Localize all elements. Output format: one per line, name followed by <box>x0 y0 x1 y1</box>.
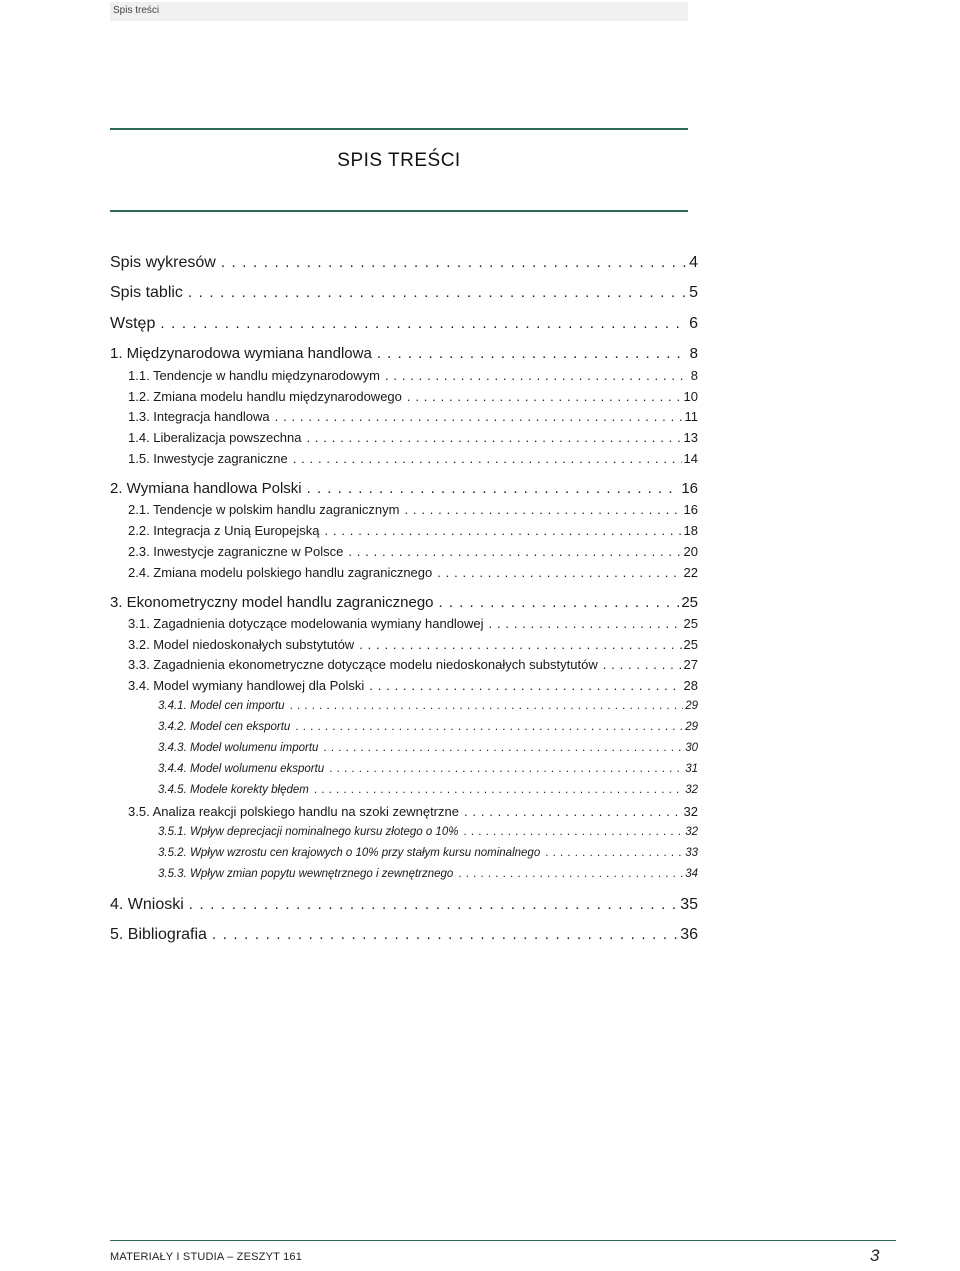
toc-entry-page: 27 <box>683 657 698 672</box>
toc-entry-page: 25 <box>683 637 698 652</box>
toc-entry-page: 29 <box>685 721 698 733</box>
toc-entry-page: 8 <box>690 368 698 383</box>
toc-entry-label: 3.4.5. Modele korekty błędem <box>158 784 309 796</box>
toc-entry-label: 3.4.4. Model wolumenu eksportu <box>158 763 325 775</box>
dot-leader <box>369 678 681 693</box>
toc-entry-label: 3.3. Zagadnienia ekonometryczne dotyczące modelu niedoskonałych substytutów <box>128 657 598 672</box>
dot-leader <box>325 523 682 538</box>
toc-entry[interactable] <box>110 345 698 362</box>
toc-entry-label: 1.1. Tendencje w handlu międzynarodowym <box>128 368 380 383</box>
title-rule-top <box>110 128 688 130</box>
toc-entry-page: 25 <box>683 616 698 631</box>
toc-entry-page: 25 <box>681 594 698 611</box>
toc-entry[interactable] <box>110 847 698 859</box>
running-header <box>110 2 688 21</box>
toc-entry[interactable] <box>110 502 698 517</box>
footer-rule <box>110 1240 896 1241</box>
dot-leader <box>348 544 681 559</box>
dot-leader <box>188 284 687 301</box>
toc-entry[interactable] <box>110 523 698 538</box>
toc-entry-page: 8 <box>689 345 698 362</box>
toc-entry-page: 33 <box>685 847 698 859</box>
toc-entry-label: 1.4. Liberalizacja powszechna <box>128 430 302 445</box>
toc-entry-page: 16 <box>681 480 698 497</box>
dot-leader <box>463 826 683 838</box>
toc-entry-label: 3.5.2. Wpływ wzrostu cen krajowych o 10% przy stałym kursu nominalnego <box>158 847 541 859</box>
title-rule-bottom <box>110 210 688 212</box>
toc-entry[interactable] <box>110 868 698 880</box>
toc-entry-label: 1. Międzynarodowa wymiana handlowa <box>110 345 372 362</box>
toc-entry-page: 32 <box>685 784 698 796</box>
dot-leader <box>189 896 678 913</box>
dot-leader <box>437 565 681 580</box>
toc-entry-page: 35 <box>680 896 698 913</box>
toc-entry-label: 3.5.3. Wpływ zmian popytu wewnętrznego i zewnętrznego <box>158 868 454 880</box>
toc-entry[interactable] <box>110 480 698 497</box>
toc-entry-label: 2. Wymiana handlowa Polski <box>110 480 302 497</box>
toc-entry[interactable] <box>110 784 698 796</box>
dot-leader <box>329 763 683 775</box>
dot-leader <box>603 657 682 672</box>
page-title: SPIS TREŚCI <box>337 150 461 171</box>
toc-entry-page: 4 <box>689 254 698 271</box>
toc-entry-label: 3. Ekonometryczny model handlu zagranicznego <box>110 594 434 611</box>
toc-entry[interactable] <box>110 637 698 652</box>
toc-entry-label: 5. Bibliografia <box>110 926 207 943</box>
toc-entry-page: 36 <box>680 926 698 943</box>
toc-entry-page: 28 <box>683 678 698 693</box>
toc-entry-label: Spis tablic <box>110 284 183 301</box>
toc-entry-page: 16 <box>683 502 698 517</box>
dot-leader <box>212 926 678 943</box>
toc-entry[interactable] <box>110 430 698 445</box>
toc-entry-label: 3.4.2. Model cen eksportu <box>158 721 291 733</box>
toc-entry-label: 1.3. Integracja handlowa <box>128 409 270 424</box>
toc-entry-label: 1.5. Inwestycje zagraniczne <box>128 451 288 466</box>
toc-entry[interactable] <box>110 544 698 559</box>
toc-entry-label: 2.4. Zmiana modelu polskiego handlu zagranicznego <box>128 565 433 580</box>
toc-entry[interactable] <box>110 389 698 404</box>
toc-entry[interactable] <box>110 742 698 754</box>
toc-entry-label: 2.3. Inwestycje zagraniczne w Polsce <box>128 544 344 559</box>
toc-entry[interactable] <box>110 451 698 466</box>
toc-entry[interactable] <box>110 565 698 580</box>
toc-entry[interactable] <box>110 896 698 914</box>
dot-leader <box>464 804 682 819</box>
toc-entry[interactable] <box>110 926 698 944</box>
toc-entry-page: 5 <box>689 284 698 301</box>
toc-entry-label: 3.2. Model niedoskonałych substytutów <box>128 637 355 652</box>
footer-series: MATERIAŁY I STUDIA – ZESZYT 161 <box>110 1251 303 1263</box>
toc-entry-page: 20 <box>683 544 698 559</box>
dot-leader <box>295 721 683 733</box>
footer-page-number: 3 <box>870 1246 880 1265</box>
toc-entry-label: 3.4.3. Model wolumenu importu <box>158 742 319 754</box>
toc-entry-label: 3.4. Model wymiany handlowej dla Polski <box>128 678 365 693</box>
dot-leader <box>221 254 687 271</box>
toc-entry-label: 2.2. Integracja z Unią Europejską <box>128 523 320 538</box>
toc-entry-label: 3.1. Zagadnienia dotyczące modelowania wymiany handlowej <box>128 616 484 631</box>
toc-entry[interactable] <box>110 721 698 733</box>
toc-entry[interactable] <box>110 315 698 333</box>
running-header-label: Spis treści <box>113 5 160 16</box>
toc-entry-label: 4. Wnioski <box>110 896 184 913</box>
toc-entry-label: 3.5.1. Wpływ deprecjacji nominalnego kursu złotego o 10% <box>158 826 459 838</box>
toc-entry-page: 32 <box>685 826 698 838</box>
toc-entry-page: 11 <box>684 409 698 424</box>
dot-leader <box>306 430 681 445</box>
toc-entry-page: 22 <box>683 565 698 580</box>
toc-entry[interactable] <box>110 804 698 819</box>
dot-leader <box>404 502 681 517</box>
dot-leader <box>458 868 683 880</box>
dot-leader <box>545 847 683 859</box>
toc-entry-label: 1.2. Zmiana modelu handlu międzynarodowego <box>128 389 402 404</box>
dot-leader <box>385 368 689 383</box>
toc-entry[interactable] <box>110 700 698 712</box>
dot-leader <box>377 345 688 362</box>
dot-leader <box>275 409 683 424</box>
toc-entry-label: 3.4.1. Model cen importu <box>158 700 285 712</box>
toc-entry[interactable] <box>110 763 698 775</box>
dot-leader <box>290 700 684 712</box>
toc-entry-page: 32 <box>683 804 698 819</box>
dot-leader <box>439 594 680 611</box>
toc-entry-page: 14 <box>683 451 698 466</box>
toc-entry-page: 13 <box>683 430 698 445</box>
toc-entry[interactable] <box>110 616 698 631</box>
toc-entry-label: 2.1. Tendencje w polskim handlu zagranicznym <box>128 502 400 517</box>
dot-leader <box>160 315 687 332</box>
toc-entry[interactable] <box>110 368 698 383</box>
toc-entry-page: 34 <box>685 868 698 880</box>
dot-leader <box>323 742 683 754</box>
toc-entry[interactable] <box>110 657 698 672</box>
toc-entry-label: Wstęp <box>110 315 156 332</box>
toc-entry-page: 31 <box>685 763 698 775</box>
toc-entry-page: 29 <box>685 700 698 712</box>
toc-entry[interactable] <box>110 678 698 693</box>
dot-leader <box>307 480 680 497</box>
toc-entry-label: Spis wykresów <box>110 254 216 271</box>
toc-entry-page: 30 <box>685 742 698 754</box>
toc-entry-page: 10 <box>683 389 698 404</box>
toc-entry-page: 18 <box>683 523 698 538</box>
toc-entry-label: 3.5. Analiza reakcji polskiego handlu na szoki zewnętrzne <box>128 804 459 819</box>
dot-leader <box>359 637 681 652</box>
dot-leader <box>293 451 682 466</box>
toc-entry-page: 6 <box>689 315 698 332</box>
dot-leader <box>407 389 682 404</box>
dot-leader <box>314 784 683 796</box>
toc-entry[interactable] <box>110 409 698 424</box>
toc-entry[interactable] <box>110 826 698 838</box>
toc-entry[interactable] <box>110 594 698 611</box>
toc-entry[interactable] <box>110 284 698 302</box>
dot-leader <box>489 616 682 631</box>
toc-entry[interactable] <box>110 254 698 272</box>
